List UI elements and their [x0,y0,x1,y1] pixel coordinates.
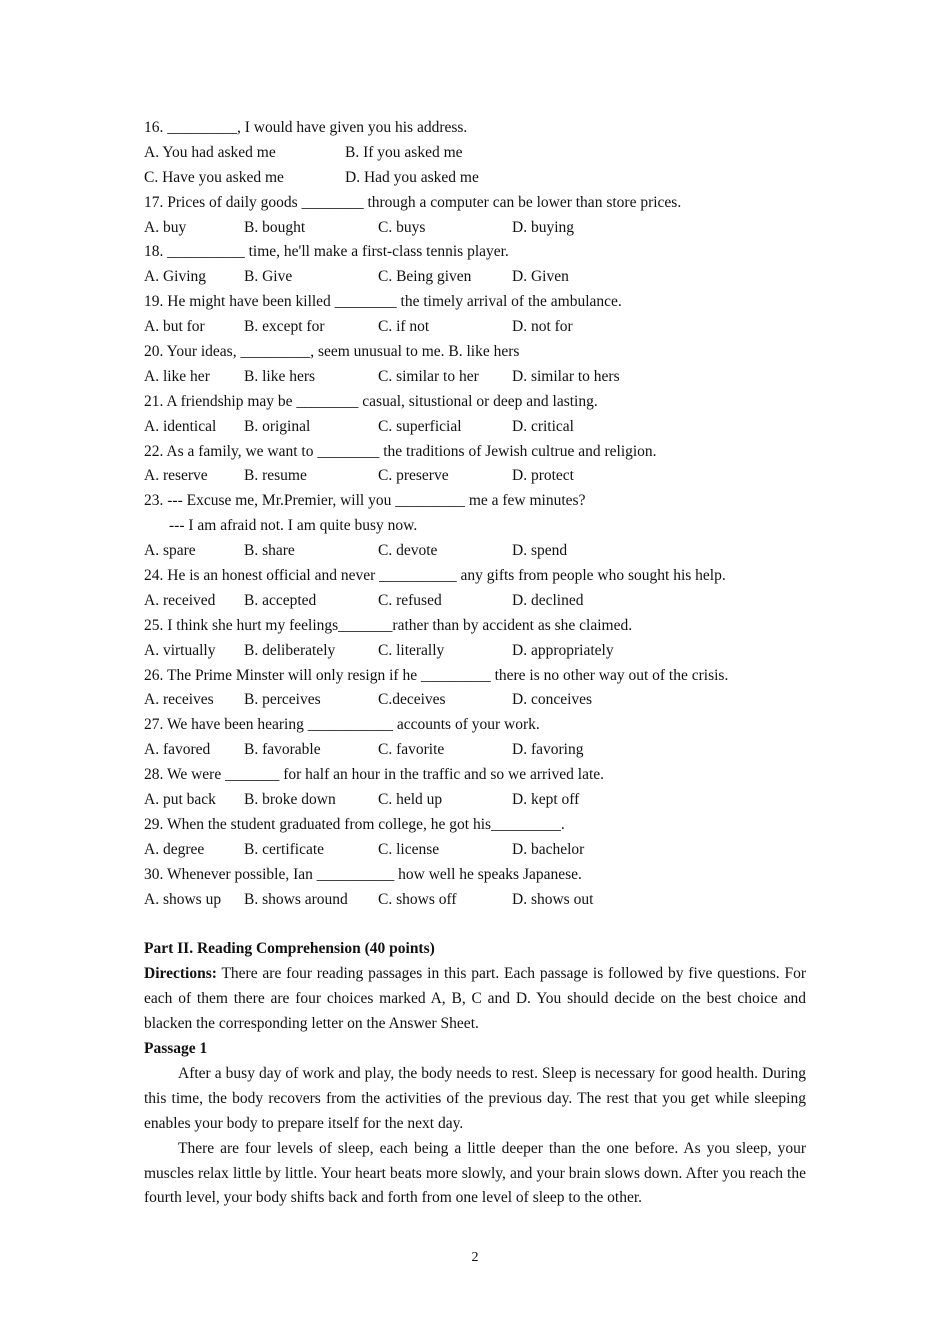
page-content [144,116,806,1211]
option-c: C. Being given [378,268,472,286]
passage-paragraph: After a busy day of work and play, the body needs to rest. Sleep is necessary for good health. During this time, the body recovers from the activities of the previous day. The rest that you get while sleeping enables your body to prepare itself for the next day. [144,1064,806,1132]
option-d: D. conceives [512,691,593,709]
option-c: C. refused [378,591,442,609]
option-b: B. deliberately [244,641,336,659]
option-d: D. not for [512,318,573,336]
directions-label: Directions: [144,965,217,983]
question-23 [144,489,806,564]
question-17 [144,191,806,241]
question-26 [144,664,806,714]
option-a: A. You had asked me [144,143,276,161]
option-c: C. license [378,840,440,858]
options-row [144,738,806,763]
options-row [144,315,806,340]
option-d: D. Given [512,268,569,286]
page-number: 2 [471,1250,479,1265]
option-a: A. received [144,591,216,609]
option-a: A. favored [144,741,211,759]
passage-title: Passage 1 [144,1040,208,1057]
option-d: D. similar to hers [512,367,620,385]
options-row [144,365,806,390]
option-d: D. kept off [512,791,580,809]
option-c: C. similar to her [378,367,479,385]
question-stem: 25. I think she hurt my feelings_______rather than by accident as she claimed. [144,616,633,634]
option-c: C. superficial [378,417,462,435]
option-a: A. identical [144,417,217,435]
option-d: D. favoring [512,741,584,759]
option-d: D. declined [512,591,584,609]
option-b: B. except for [244,318,325,336]
question-stem: 20. Your ideas, _________, seem unusual to me. B. like hers [144,343,520,361]
question-18 [144,240,806,290]
option-d: D. Had you asked me [345,168,479,186]
option-c: C. if not [378,318,430,336]
directions-text: There are four reading passages in this part. Each passage is followed by five questions. For each of them there are four choices marked A, B, C and D. You should decide on the best choice and blacken the corresponding letter on the Answer Sheet. [144,965,806,1033]
option-c: C. preserve [378,467,449,485]
options-row [144,688,806,713]
question-30 [144,863,806,913]
options-row [144,415,806,440]
question-stem: 19. He might have been killed ________ the timely arrival of the ambulance. [144,293,622,311]
option-a: A. virtually [144,641,216,659]
option-d: D. shows out [512,890,594,908]
question-stem: 29. When the student graduated from college, he got his_________. [144,815,565,833]
option-a: A. receives [144,691,214,709]
option-b: B. resume [244,467,307,485]
option-b: B. certificate [244,840,325,858]
options-row [144,589,806,614]
option-b: B. broke down [244,791,336,809]
option-a: A. spare [144,542,196,560]
option-c: C. favorite [378,741,445,759]
question-24 [144,564,806,614]
option-a: A. reserve [144,467,208,485]
question-stem: 16. _________, I would have given you his address. [144,119,468,136]
option-b: B. accepted [244,591,317,609]
question-stem: 23. --- Excuse me, Mr.Premier, will you _________ me a few minutes? [144,492,586,510]
question-stem: 18. __________ time, he'll make a first-class tennis player. [144,243,509,261]
option-d: D. critical [512,417,574,435]
section-heading: Part II. Reading Comprehension (40 points) [144,940,435,958]
option-b: B. bought [244,218,306,236]
options-row [144,265,806,290]
options-row [144,216,806,241]
question-stem: 30. Whenever possible, Ian __________ how well he speaks Japanese. [144,865,582,883]
option-a: A. Giving [144,268,206,286]
question-20 [144,340,806,390]
option-c: C. buys [378,218,426,236]
option-d: D. spend [512,542,568,560]
options-row [144,141,806,166]
option-a: A. but for [144,318,205,336]
question-stem: 27. We have been hearing ___________ accounts of your work. [144,716,540,734]
question-19 [144,290,806,340]
options-row [144,639,806,664]
directions [144,962,806,1037]
option-a: A. like her [144,367,210,385]
option-c: C. devote [378,542,438,560]
question-stem: 24. He is an honest official and never __________ any gifts from people who sought his help. [144,567,726,585]
option-b: B. If you asked me [345,143,463,161]
options-row [144,838,806,863]
question-29 [144,813,806,863]
option-c: C. Have you asked me [144,168,284,186]
option-b: B. original [244,417,311,435]
question-stem: 21. A friendship may be ________ casual, situstional or deep and lasting. [144,392,598,410]
question-25 [144,614,806,664]
option-b: B. perceives [244,691,321,709]
option-d: D. buying [512,218,574,236]
passage-paragraph: There are four levels of sleep, each being a little deeper than the one before. As you sleep, your muscles relax little by little. Your heart beats more slowly, and your brain slows down. After you reach the fourth level, your body shifts back and forth from one level of sleep to the other. [144,1139,806,1207]
option-b: B. favorable [244,741,321,759]
option-b: B. shows around [244,890,348,908]
question-16 [144,116,806,191]
question-28 [144,763,806,813]
option-d: D. protect [512,467,574,485]
option-c: C. literally [378,641,445,659]
option-d: D. bachelor [512,840,585,858]
options-row [144,539,806,564]
option-b: B. Give [244,268,293,286]
question-stem: 28. We were _______ for half an hour in the traffic and so we arrived late. [144,766,605,784]
question-stem: 26. The Prime Minster will only resign if he _________ there is no other way out of the crisis. [144,666,729,684]
option-a: A. shows up [144,890,222,908]
option-a: A. degree [144,840,205,858]
option-b: B. like hers [244,367,316,385]
option-b: B. share [244,542,295,560]
options-row [144,166,806,191]
options-row [144,464,806,489]
question-stem-reply: --- I am afraid not. I am quite busy now. [169,517,418,535]
question-stem: 17. Prices of daily goods ________ through a computer can be lower than store prices. [144,193,682,211]
options-row [144,888,806,913]
question-22 [144,440,806,490]
option-c: C. held up [378,791,443,809]
option-a: A. put back [144,791,216,809]
question-21 [144,390,806,440]
option-a: A. buy [144,218,187,236]
question-stem: 22. As a family, we want to ________ the traditions of Jewish cultrue and religion. [144,442,657,460]
section-spacer [144,913,806,938]
option-d: D. appropriately [512,641,614,659]
option-c: C. shows off [378,890,457,908]
option-c: C.deceives [378,691,446,709]
question-27 [144,713,806,763]
options-row [144,788,806,813]
